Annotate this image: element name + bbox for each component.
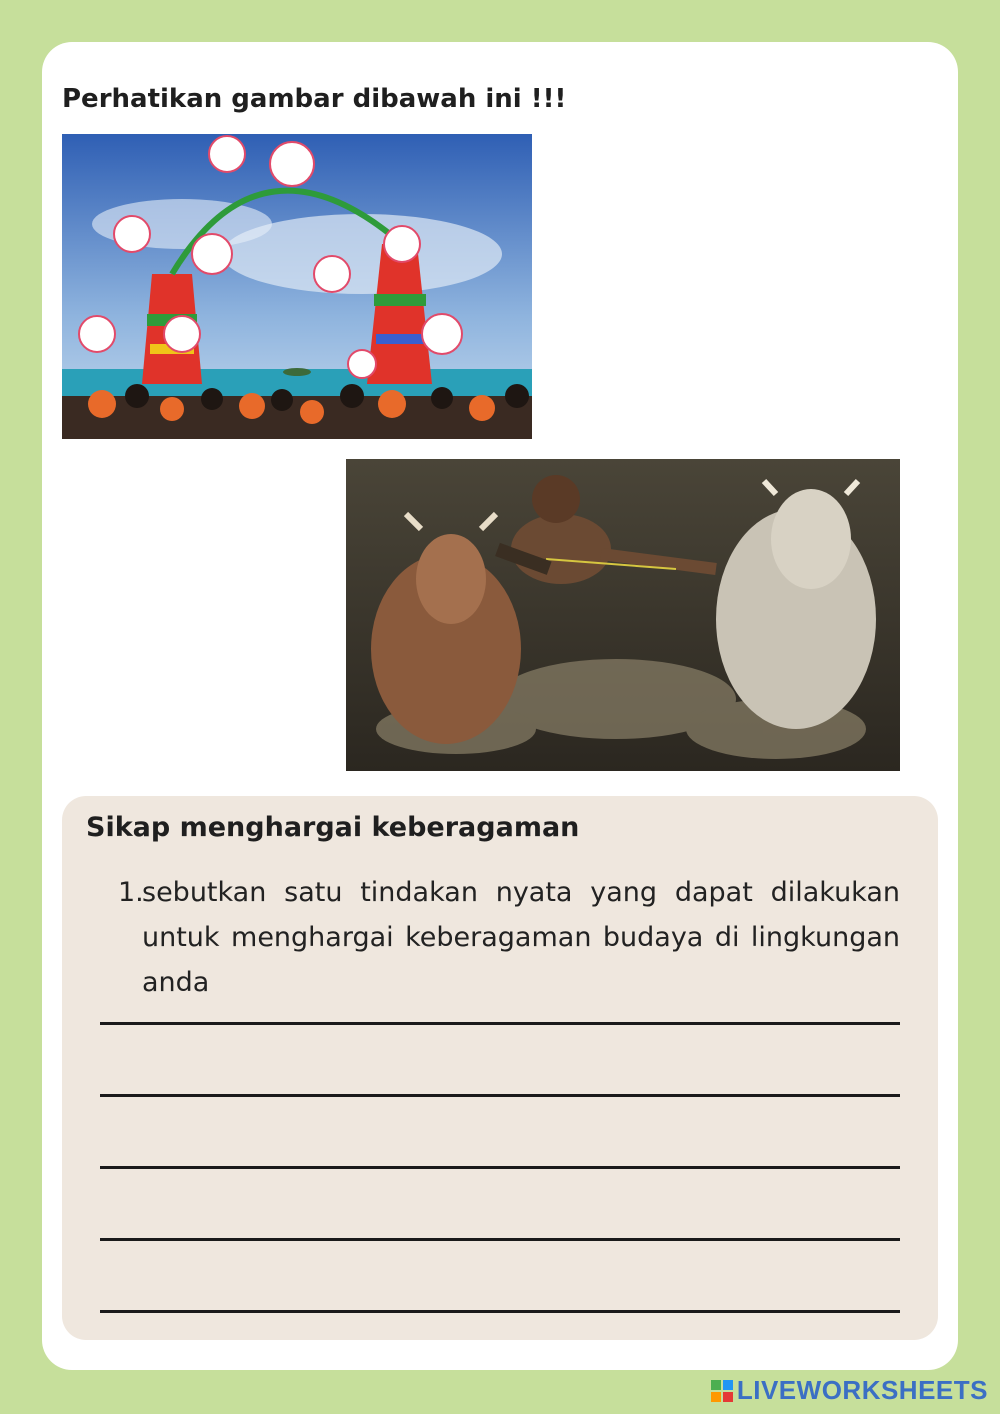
instruction-heading: Perhatikan gambar dibawah ini !!! [62, 84, 567, 114]
question-number: 1. [118, 877, 144, 908]
question-text: sebutkan satu tindakan nyata yang dapat dilakukan untuk menghargai keberagaman budaya di lingkungan anda [142, 877, 900, 998]
section-title: Sikap menghargai keberagaman [86, 812, 580, 843]
tabuik-festival-photo [62, 134, 532, 439]
answer-line[interactable] [100, 1310, 900, 1313]
answer-line[interactable] [100, 1238, 900, 1241]
liveworksheets-logo-icon [711, 1380, 733, 1402]
answer-line[interactable] [100, 1166, 900, 1169]
question-item [118, 870, 900, 1005]
brand-footer[interactable] [711, 1375, 988, 1406]
pacu-jawi-bull-race-photo [346, 459, 900, 771]
answer-line[interactable] [100, 1022, 900, 1025]
brand-name: LIVEWORKSHEETS [736, 1375, 988, 1405]
answer-line[interactable] [100, 1094, 900, 1097]
